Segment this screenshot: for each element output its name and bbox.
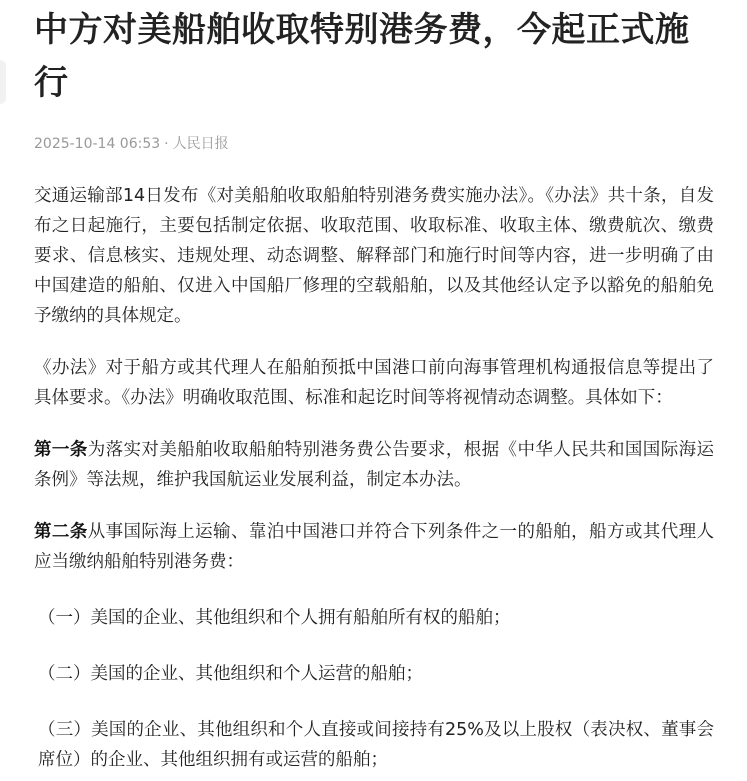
paragraph-requirements: 《办法》对于船方或其代理人在船舶预抵中国港口前向海事管理机构通报信息等提出了具体要求。《办法》明确收取范围、标准和起讫时间等将视情动态调整。具体如下： <box>34 358 714 408</box>
article <box>34 0 714 775</box>
article-1-label: 第一条 <box>34 440 88 460</box>
paragraph-article-2 <box>34 517 714 577</box>
article-1-text: 为落实对美船舶收取船舶特别港务费公告要求，根据《中华人民共和国国际海运条例》等法规，维护我国航运业发展利益，制定本办法。 <box>34 440 714 490</box>
list-item-3: （三）美国的企业、其他组织和个人直接或间接持有25%及以上股权（表决权、董事会席位）的企业、其他组织拥有或运营的船舶； <box>38 720 714 770</box>
publish-date: 2025-10-14 06:53 <box>34 136 161 152</box>
article-2-label: 第二条 <box>34 522 88 542</box>
paragraph-intro: 交通运输部14日发布《对美船舶收取船舶特别港务费实施办法》。《办法》共十条，自发布之日起施行，主要包括制定依据、收取范围、收取标准、收取主体、缴费航次、缴费要求、信息核实、违规处理、动态调整、解释部门和施行时间等内容，进一步明确了由中国建造的船舶、仅进入中国船厂修理的空载船舶，以及其他经认定予以豁免的船舶免予缴纳的具体规定。 <box>34 186 714 326</box>
article-meta <box>34 134 714 154</box>
article-2-text: 从事国际海上运输、靠泊中国港口并符合下列条件之一的船舶，船方或其代理人应当缴纳船舶特别港务费： <box>34 522 714 572</box>
list-item-2: （二）美国的企业、其他组织和个人运营的船舶； <box>38 664 423 684</box>
list-item-1: （一）美国的企业、其他组织和个人拥有船舶所有权的船舶； <box>38 608 511 628</box>
meta-separator: · <box>164 136 169 152</box>
source-name[interactable]: 人民日报 <box>172 136 229 152</box>
paragraph-article-1 <box>34 435 714 495</box>
left-edge-tab <box>0 60 6 104</box>
article-title: 中方对美船舶收取特别港务费，今起正式施行 <box>34 10 690 103</box>
